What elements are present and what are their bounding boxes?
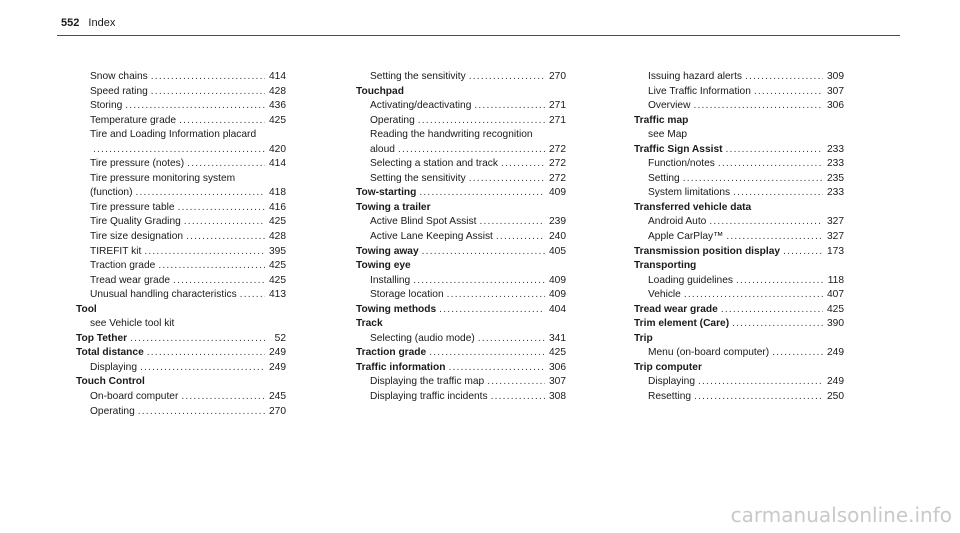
index-subentry — [634, 230, 844, 245]
dot-leader — [469, 172, 545, 187]
dot-leader — [130, 332, 265, 347]
page-reference-link[interactable]: 233 — [827, 187, 844, 199]
entry-label: Active Blind Spot Assist — [370, 216, 477, 228]
dot-leader — [173, 274, 265, 289]
entry-label: Function/notes — [648, 158, 715, 170]
entry-label: Towing a trailer — [356, 201, 431, 213]
page-reference-link[interactable]: 420 — [269, 143, 286, 155]
entry-label: Android Auto — [648, 216, 707, 228]
entry-label: Tire pressure (notes) — [90, 158, 185, 170]
page-reference-link[interactable]: 436 — [269, 100, 286, 112]
dot-leader — [721, 303, 823, 318]
entry-label: Touch Control — [76, 376, 145, 388]
index-entry — [356, 317, 566, 332]
dot-leader — [419, 186, 545, 201]
index-subentry — [76, 361, 286, 376]
page-reference-link[interactable]: 390 — [827, 318, 844, 330]
dot-leader — [478, 332, 545, 347]
entry-label: Top Tether — [76, 332, 128, 344]
dot-leader — [501, 157, 545, 172]
page-reference-link[interactable]: 409 — [549, 274, 566, 286]
entry-label: Setting — [648, 172, 680, 184]
index-subentry — [356, 99, 566, 114]
page-reference-link[interactable]: 414 — [269, 71, 286, 82]
page-reference-link[interactable]: 327 — [827, 231, 844, 243]
dot-leader — [179, 114, 265, 129]
page-reference-link[interactable]: 249 — [269, 361, 286, 373]
dot-leader — [479, 215, 545, 230]
index-entry — [356, 259, 566, 274]
dot-leader — [151, 70, 265, 85]
entry-label: Tire Quality Grading — [90, 216, 181, 228]
entry-label: Temperature grade — [90, 114, 177, 126]
entry-label: Active Lane Keeping Assist — [370, 231, 493, 243]
page-reference-link[interactable]: 270 — [549, 71, 566, 82]
index-subentry — [356, 157, 566, 172]
entry-label: Traction grade — [90, 260, 156, 272]
entry-label: Towing away — [356, 245, 419, 257]
entry-label: Tire size designation — [90, 231, 184, 243]
index-subentry — [76, 70, 286, 85]
index-entry — [356, 186, 566, 201]
dot-leader — [448, 361, 545, 376]
dot-leader — [491, 390, 545, 405]
entry-label: Transferred vehicle data — [634, 201, 752, 213]
index-subentry — [356, 230, 566, 245]
page-reference-link[interactable]: 272 — [549, 158, 566, 170]
entry-label: Selecting (audio mode) — [370, 332, 475, 344]
dot-leader — [413, 274, 545, 289]
index-subentry — [634, 288, 844, 303]
entry-label: TIREFIT kit — [90, 245, 142, 257]
page-reference-link[interactable]: 306 — [549, 361, 566, 373]
entry-label: Vehicle — [648, 289, 681, 301]
dot-leader — [718, 157, 823, 172]
entry-label: Operating — [90, 405, 135, 417]
dot-leader — [496, 230, 545, 245]
dot-leader — [487, 375, 545, 390]
index-subentry — [634, 274, 844, 289]
dot-leader — [147, 346, 265, 361]
index-subentry — [634, 215, 844, 230]
dot-leader — [694, 390, 823, 405]
page-reference-link[interactable]: 306 — [827, 100, 844, 112]
index-subentry — [356, 390, 566, 405]
dot-leader — [726, 230, 823, 245]
page-reference-link[interactable]: 341 — [549, 332, 566, 344]
index-entry — [76, 346, 286, 361]
index-subentry — [76, 128, 286, 143]
page-reference-link[interactable]: 404 — [549, 303, 566, 315]
index-entry — [634, 245, 844, 260]
dot-leader — [158, 259, 265, 274]
index-subentry — [356, 143, 566, 158]
index-subentry — [356, 375, 566, 390]
index-entry — [356, 361, 566, 376]
page-reference-link[interactable]: 52 — [274, 332, 286, 344]
entry-label: Storing — [90, 100, 123, 112]
entry-label: Traffic map — [634, 114, 689, 126]
dot-leader — [429, 346, 545, 361]
dot-leader — [125, 99, 265, 114]
index-entry — [634, 361, 844, 376]
page-reference-link[interactable]: 233 — [827, 158, 844, 170]
dot-leader — [178, 201, 265, 216]
page-reference-link[interactable]: 239 — [549, 216, 566, 228]
index-subentry — [634, 85, 844, 100]
page-header — [61, 17, 115, 29]
entry-label: On-board computer — [90, 391, 179, 403]
index-entry — [634, 114, 844, 129]
page-reference-link[interactable]: 327 — [827, 216, 844, 228]
index-entry — [76, 375, 286, 390]
page-reference-link[interactable]: 173 — [827, 245, 844, 257]
index-subentry — [76, 114, 286, 129]
entry-label: Transmission position display — [634, 245, 781, 257]
index-subentry — [356, 128, 566, 143]
dot-leader — [698, 375, 823, 390]
index-column-1 — [76, 70, 286, 419]
entry-label: Overview — [648, 100, 691, 112]
dot-leader — [447, 288, 545, 303]
page-reference-link[interactable]: 307 — [549, 376, 566, 388]
page-reference-link[interactable]: 249 — [827, 376, 844, 388]
index-entry — [356, 303, 566, 318]
index-entry — [634, 317, 844, 332]
entry-label: Towing methods — [356, 303, 437, 315]
page-reference-link[interactable]: 428 — [269, 231, 286, 243]
dot-leader — [683, 172, 823, 187]
page-reference-link[interactable]: 309 — [827, 71, 844, 82]
page-reference-link[interactable]: 271 — [549, 100, 566, 112]
index-subentry — [76, 390, 286, 405]
page-reference-link[interactable]: 409 — [549, 187, 566, 199]
dot-leader — [745, 70, 823, 85]
page-reference-link[interactable]: 270 — [269, 405, 286, 417]
dot-leader — [736, 274, 823, 289]
index-subentry — [356, 215, 566, 230]
page-reference-link[interactable]: 250 — [827, 391, 844, 403]
index-subentry — [76, 99, 286, 114]
index-entry — [356, 346, 566, 361]
watermark: carmanualsonline.info — [730, 503, 952, 527]
entry-label: Selecting a station and track — [370, 158, 498, 170]
entry-label: Snow chains — [90, 71, 148, 82]
page-reference-link[interactable]: 308 — [549, 391, 566, 403]
entry-label: Unusual handling characteristics — [90, 289, 237, 301]
entry-label: Tread wear grade — [90, 274, 171, 286]
entry-label: Live Traffic Information — [648, 85, 751, 97]
index-subentry — [356, 288, 566, 303]
page-reference-link[interactable]: 414 — [269, 158, 286, 170]
page-reference-link[interactable]: 425 — [549, 347, 566, 359]
entry-label: Menu (on-board computer) — [648, 347, 770, 359]
dot-leader — [772, 346, 823, 361]
entry-label: Issuing hazard alerts — [648, 71, 743, 82]
entry-label: Apple CarPlay™ — [648, 231, 724, 243]
entry-label: Tow-starting — [356, 187, 417, 199]
entry-label: Installing — [370, 274, 411, 286]
dot-leader — [418, 114, 545, 129]
index-entry — [356, 245, 566, 260]
entry-label: Tool — [76, 303, 97, 315]
dot-leader — [783, 245, 823, 260]
index-entry — [356, 201, 566, 216]
page-reference-link[interactable]: 418 — [269, 187, 286, 199]
page-reference-link[interactable]: 428 — [269, 85, 286, 97]
entry-label: Loading guidelines — [648, 274, 733, 286]
entry-label: Trip computer — [634, 361, 702, 373]
entry-label: Displaying the traffic map — [370, 376, 485, 388]
index-entry — [356, 85, 566, 100]
dot-leader — [135, 186, 265, 201]
dot-leader — [754, 85, 823, 100]
index-entry — [76, 303, 286, 318]
dot-leader — [469, 70, 545, 85]
index-entry — [634, 332, 844, 347]
entry-label: see Map — [648, 129, 688, 141]
entry-label: Total distance — [76, 347, 144, 359]
index-subentry — [76, 215, 286, 230]
index-subentry — [76, 288, 286, 303]
dot-leader — [474, 99, 545, 114]
entry-label: Storage location — [370, 289, 444, 301]
page-reference-link[interactable]: 233 — [827, 143, 844, 155]
dot-leader — [144, 245, 265, 260]
dot-leader — [140, 361, 265, 376]
entry-label: Towing eye — [356, 260, 411, 272]
page-reference-link[interactable]: 395 — [269, 245, 286, 257]
index-subentry — [634, 70, 844, 85]
entry-label: Tire pressure table — [90, 201, 175, 213]
index-subentry — [356, 172, 566, 187]
page-reference-link[interactable]: 409 — [549, 289, 566, 301]
index-subentry — [634, 346, 844, 361]
dot-leader — [422, 245, 545, 260]
section-title: Index — [88, 17, 116, 29]
index-subentry — [76, 230, 286, 245]
index-subentry — [356, 332, 566, 347]
page-reference-link[interactable]: 249 — [269, 347, 286, 359]
page-reference-link[interactable]: 413 — [269, 289, 286, 301]
index-subentry — [634, 390, 844, 405]
page-reference-link[interactable]: 235 — [827, 172, 844, 184]
index-subentry — [76, 201, 286, 216]
index-entry — [634, 259, 844, 274]
entry-label: Displaying — [90, 361, 137, 373]
page-reference-link[interactable]: 425 — [827, 303, 844, 315]
index-subentry — [76, 85, 286, 100]
dot-leader — [709, 215, 823, 230]
entry-label: Transporting — [634, 260, 697, 272]
entry-label: Tread wear grade — [634, 303, 718, 315]
entry-label: Trip — [634, 332, 653, 344]
entry-label: Touchpad — [356, 85, 404, 97]
index-subentry — [76, 259, 286, 274]
page-reference-link[interactable]: 407 — [827, 289, 844, 301]
index-subentry — [76, 143, 286, 158]
index-subentry — [634, 99, 844, 114]
index-column-2 — [356, 70, 566, 405]
dot-leader — [439, 303, 545, 318]
dot-leader — [151, 85, 265, 100]
entry-label: Operating — [370, 114, 415, 126]
entry-label: aloud — [370, 143, 395, 155]
index-entry — [76, 332, 286, 347]
index-subentry — [634, 128, 844, 143]
index-subentry — [356, 274, 566, 289]
entry-label: Speed rating — [90, 85, 148, 97]
page-reference-link[interactable]: 425 — [269, 216, 286, 228]
entry-label: Displaying — [648, 376, 695, 388]
page-reference-link[interactable]: 416 — [269, 201, 286, 213]
index-subentry — [356, 114, 566, 129]
index-subentry — [76, 245, 286, 260]
page-reference-link[interactable]: 271 — [549, 114, 566, 126]
index-subentry — [76, 317, 286, 332]
entry-label: Traction grade — [356, 347, 427, 359]
entry-label: Tire pressure monitoring system — [90, 172, 236, 184]
entry-label: Trim element (Care) — [634, 318, 730, 330]
dot-leader — [732, 317, 823, 332]
entry-label: see Vehicle tool kit — [90, 318, 175, 330]
page-reference-link[interactable]: 425 — [269, 114, 286, 126]
index-subentry — [634, 375, 844, 390]
entry-label: Resetting — [648, 391, 692, 403]
dot-leader — [733, 186, 823, 201]
dot-leader — [138, 405, 265, 420]
page-reference-link[interactable]: 272 — [549, 172, 566, 184]
entry-label: Displaying traffic incidents — [370, 391, 488, 403]
index-subentry — [76, 274, 286, 289]
index-subentry — [76, 186, 286, 201]
page-reference-link[interactable]: 307 — [827, 85, 844, 97]
entry-label: Track — [356, 318, 383, 330]
page-reference-link[interactable]: 425 — [269, 260, 286, 272]
dot-leader — [184, 215, 265, 230]
dot-leader — [693, 99, 823, 114]
page-reference-link[interactable]: 245 — [269, 391, 286, 403]
index-entry — [634, 201, 844, 216]
dot-leader — [240, 288, 265, 303]
entry-label: Traffic Sign Assist — [634, 143, 723, 155]
dot-leader — [186, 230, 265, 245]
entry-label: (function) — [90, 187, 133, 199]
dot-leader — [398, 143, 545, 158]
dot-leader — [93, 143, 265, 158]
index-subentry — [76, 157, 286, 172]
index-subentry — [76, 172, 286, 187]
page-reference-link[interactable]: 249 — [827, 347, 844, 359]
index-column-3 — [634, 70, 844, 405]
page-reference-link[interactable]: 118 — [827, 274, 844, 286]
entry-label: Traffic information — [356, 361, 446, 373]
index-subentry — [634, 157, 844, 172]
index-entry — [634, 303, 844, 318]
header-divider — [57, 35, 900, 36]
page-reference-link[interactable]: 272 — [549, 143, 566, 155]
index-entry — [634, 143, 844, 158]
dot-leader — [181, 390, 265, 405]
dot-leader — [726, 143, 823, 158]
index-subentry — [356, 70, 566, 85]
entry-label: Setting the sensitivity — [370, 172, 466, 184]
entry-label: Reading the handwriting recognition — [370, 129, 533, 141]
page-reference-link[interactable]: 405 — [549, 245, 566, 257]
dot-leader — [187, 157, 265, 172]
index-subentry — [76, 405, 286, 420]
entry-label: Setting the sensitivity — [370, 71, 466, 82]
page-reference-link[interactable]: 425 — [269, 274, 286, 286]
entry-label: System limitations — [648, 187, 731, 199]
index-subentry — [634, 172, 844, 187]
entry-label: Tire and Loading Information placard — [90, 129, 257, 141]
page-number: 552 — [61, 17, 80, 29]
page-reference-link[interactable]: 240 — [549, 231, 566, 243]
index-subentry — [634, 186, 844, 201]
dot-leader — [684, 288, 823, 303]
entry-label: Activating/deactivating — [370, 100, 472, 112]
